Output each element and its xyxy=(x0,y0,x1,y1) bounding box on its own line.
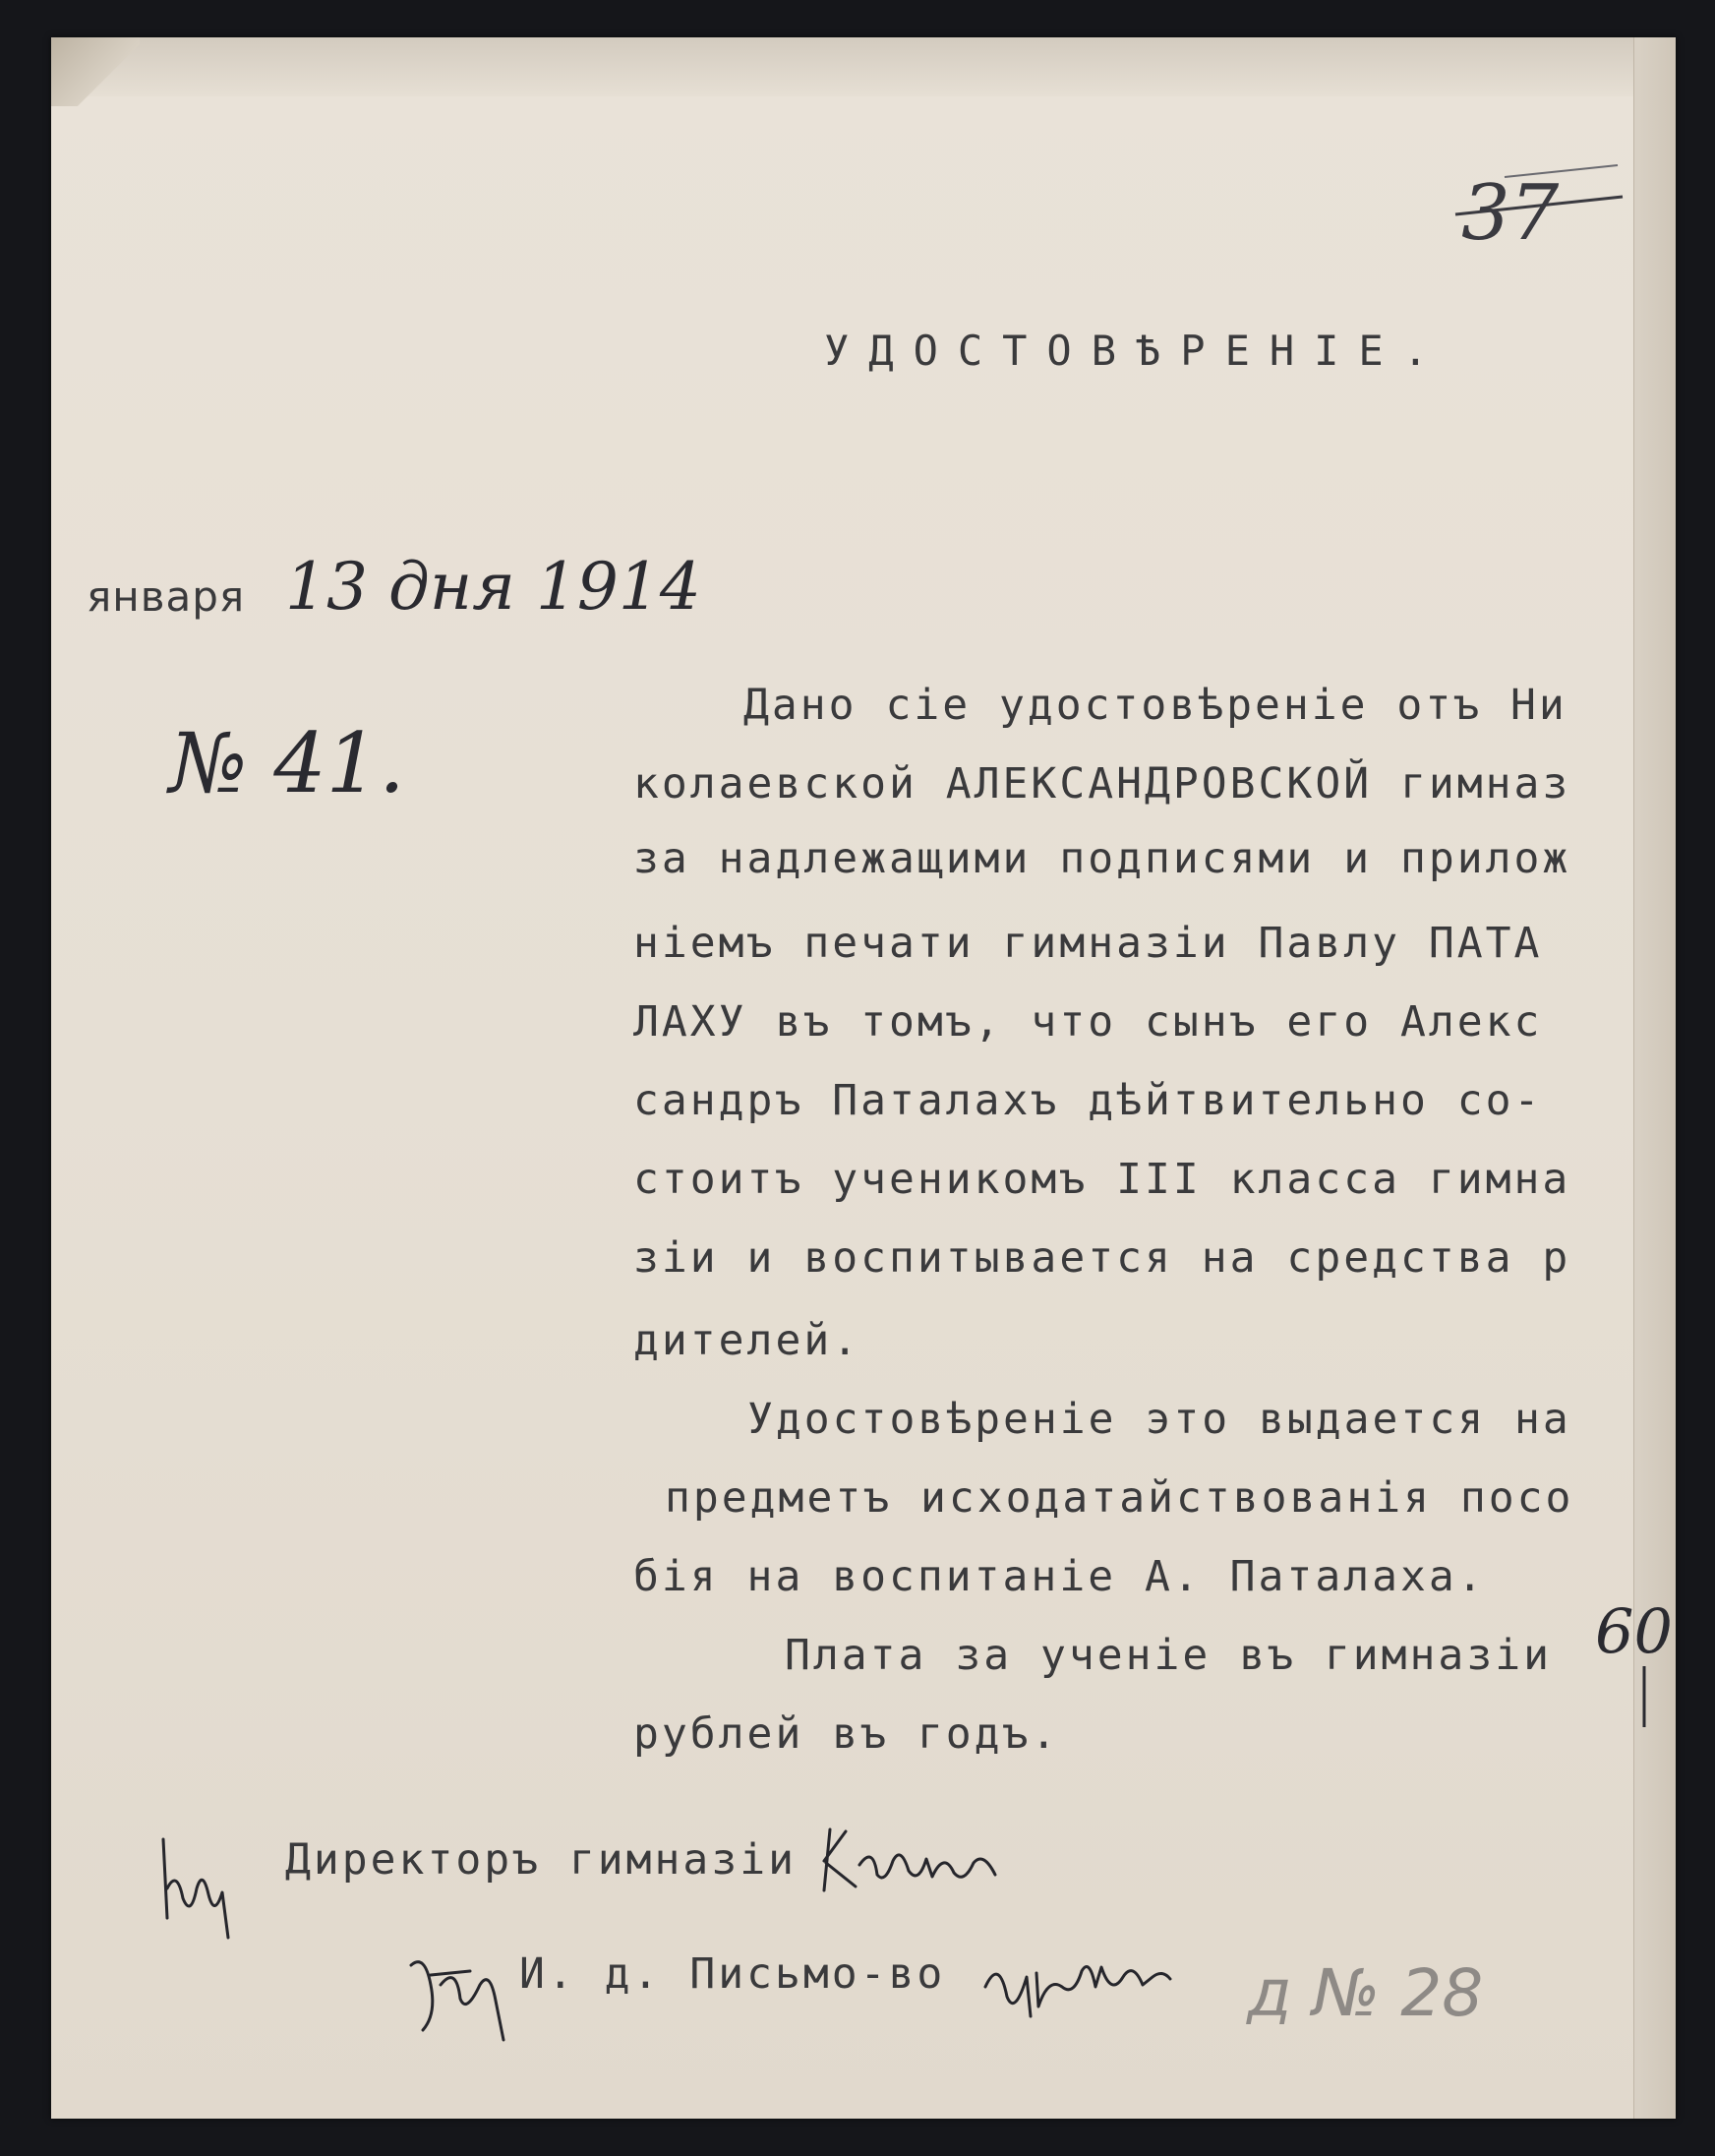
body-line: рублей въ годъ. xyxy=(633,1709,1060,1759)
body-line: зіи и воспитывается на средства р xyxy=(633,1233,1571,1283)
date-handwritten: 13 дня 1914 xyxy=(285,549,701,625)
folio-strike xyxy=(1446,157,1632,275)
fee-mark xyxy=(1636,1662,1656,1741)
body-line: Удостовѣреніе это выдается на xyxy=(747,1395,1571,1444)
body-line: предметъ исходатайствованія посо xyxy=(665,1473,1574,1523)
body-line: ніемъ печати гимназіи Павлу ПАТА xyxy=(633,919,1543,968)
body-line: Дано сіе удостовѣреніе отъ Ни xyxy=(743,681,1567,730)
clerk-margin-signature xyxy=(401,1946,529,2054)
folded-corner xyxy=(51,37,140,106)
body-line: ЛАХУ въ томъ, что сынъ его Алекс xyxy=(633,997,1543,1047)
body-line: бія на воспитаніе А. Паталаха. xyxy=(633,1552,1486,1601)
body-line: стоитъ ученикомъ III класса гимна xyxy=(633,1155,1571,1204)
fee-handwritten: 60 xyxy=(1595,1595,1673,1667)
clerk-signature xyxy=(979,1938,1176,2026)
margin-initials-signature xyxy=(153,1829,252,1947)
pencil-note: д № 28 xyxy=(1247,1955,1484,2031)
body-line: дителей. xyxy=(633,1316,861,1365)
body-line: сандръ Паталахъ дѣйтвительно со- xyxy=(633,1076,1543,1125)
document-number: № 41. xyxy=(169,715,405,811)
body-line: колаевской АЛЕКСАНДРОВСКОЙ гимназ xyxy=(633,759,1571,808)
clerk-label: И. д. Письмо-во xyxy=(519,1949,946,1999)
director-label: Директоръ гимназіи xyxy=(285,1835,797,1885)
body-line: за надлежащими подписями и прилож xyxy=(633,834,1571,883)
document-title: УДОСТОВѢРЕНІЕ. xyxy=(824,327,1449,375)
body-line: Плата за ученіе въ гимназіи xyxy=(785,1631,1552,1680)
date-month: января xyxy=(87,572,246,621)
folio-number: 37 xyxy=(1461,169,1560,258)
director-signature xyxy=(816,1822,1013,1910)
paper-edge xyxy=(1633,37,1676,2119)
